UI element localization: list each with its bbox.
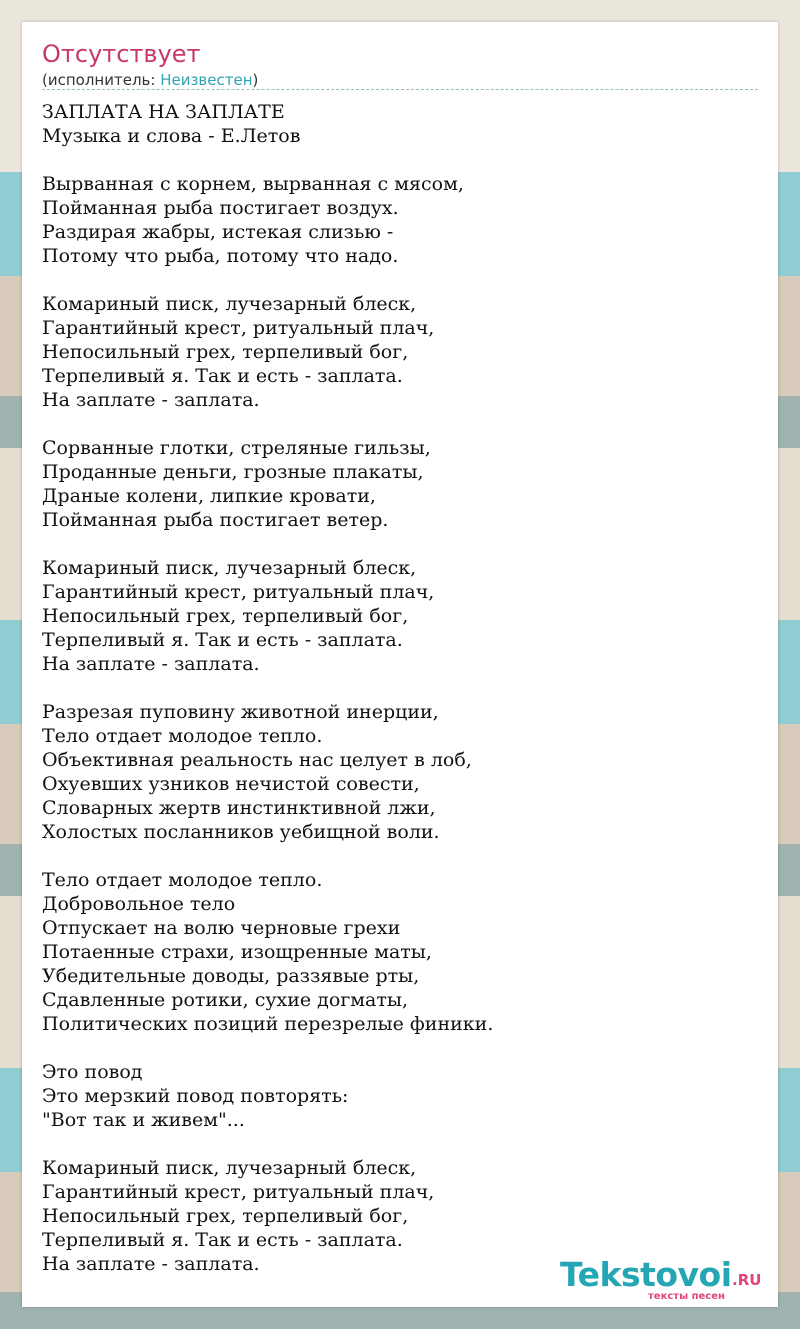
logo-tld: .RU (732, 1271, 762, 1289)
lyrics-line: Драные колени, липкие кровати, (42, 485, 376, 507)
lyrics-line: Холостых посланников уебищной воли. (42, 821, 440, 843)
lyrics-line: Пойманная рыба постигает ветер. (42, 509, 389, 531)
lyrics-line: Гарантийный крест, ритуальный плач, (42, 1181, 435, 1203)
lyrics-line: Проданные деньги, грозные плакаты, (42, 461, 424, 483)
lyrics-text (42, 100, 758, 1276)
lyrics-line: Объективная реальность нас целует в лоб, (42, 749, 472, 771)
lyrics-line: Разрезая пуповину животной инерции, (42, 701, 439, 723)
lyrics-line: Раздирая жабры, истекая слизью - (42, 221, 394, 243)
lyrics-line: Политических позиций перезрелые финики. (42, 1013, 494, 1035)
song-title: Отсутствует (42, 40, 201, 68)
artist-prefix: (исполнитель: (42, 71, 161, 89)
lyrics-line: ЗАПЛАТА НА ЗАПЛАТЕ (42, 101, 285, 123)
lyrics-line: Добровольное тело (42, 893, 236, 915)
lyrics-line: Сорванные глотки, стреляные гильзы, (42, 437, 431, 459)
lyrics-line: Терпеливый я. Так и есть - заплата. (42, 365, 403, 387)
lyrics-line: На заплате - заплата. (42, 1253, 260, 1275)
artist-suffix: ) (252, 71, 259, 89)
artist-link[interactable]: Неизвестен (160, 71, 253, 89)
lyrics-line: Комариный писк, лучезарный блеск, (42, 1157, 417, 1179)
lyrics-line: На заплате - заплата. (42, 389, 260, 411)
lyrics-card (22, 22, 778, 1307)
lyrics-line: Убедительные доводы, раззявые рты, (42, 965, 420, 987)
title-divider (42, 89, 758, 90)
lyrics-line: Непосильный грех, терпеливый бог, (42, 1205, 409, 1227)
lyrics-line: Это повод (42, 1061, 143, 1083)
lyrics-line: Это мерзкий повод повторять: (42, 1085, 349, 1107)
lyrics-line: Тело отдает молодое тепло. (42, 725, 323, 747)
lyrics-line: "Вот так и живем"... (42, 1109, 245, 1131)
lyrics-line: Пойманная рыба постигает воздух. (42, 197, 399, 219)
lyrics-line: Гарантийный крест, ритуальный плач, (42, 317, 435, 339)
lyrics-line: Охуевших узников нечистой совести, (42, 773, 420, 795)
artist-line (42, 71, 258, 89)
lyrics-line: Отпускает на волю черновые грехи (42, 917, 401, 939)
lyrics-line: Комариный писк, лучезарный блеск, (42, 293, 417, 315)
lyrics-line: Непосильный грех, терпеливый бог, (42, 341, 409, 363)
lyrics-line: Сдавленные ротики, сухие догматы, (42, 989, 409, 1011)
site-logo[interactable] (560, 1255, 770, 1307)
lyrics-line: Словарных жертв инстинктивной лжи, (42, 797, 436, 819)
logo-tagline: тексты песен (648, 1291, 725, 1302)
logo-name: Tekstovoi (560, 1255, 732, 1294)
lyrics-line: Музыка и слова - Е.Летов (42, 125, 301, 147)
lyrics-line: Тело отдает молодое тепло. (42, 869, 323, 891)
lyrics-line: Терпеливый я. Так и есть - заплата. (42, 1229, 403, 1251)
lyrics-line: Гарантийный крест, ритуальный плач, (42, 581, 435, 603)
lyrics-line: На заплате - заплата. (42, 653, 260, 675)
lyrics-line: Комариный писк, лучезарный блеск, (42, 557, 417, 579)
lyrics-line: Терпеливый я. Так и есть - заплата. (42, 629, 403, 651)
lyrics-line: Потому что рыба, потому что надо. (42, 245, 399, 267)
lyrics-line: Вырванная с корнем, вырванная с мясом, (42, 173, 464, 195)
lyrics-line: Потаенные страхи, изощренные маты, (42, 941, 432, 963)
lyrics-line: Непосильный грех, терпеливый бог, (42, 605, 409, 627)
